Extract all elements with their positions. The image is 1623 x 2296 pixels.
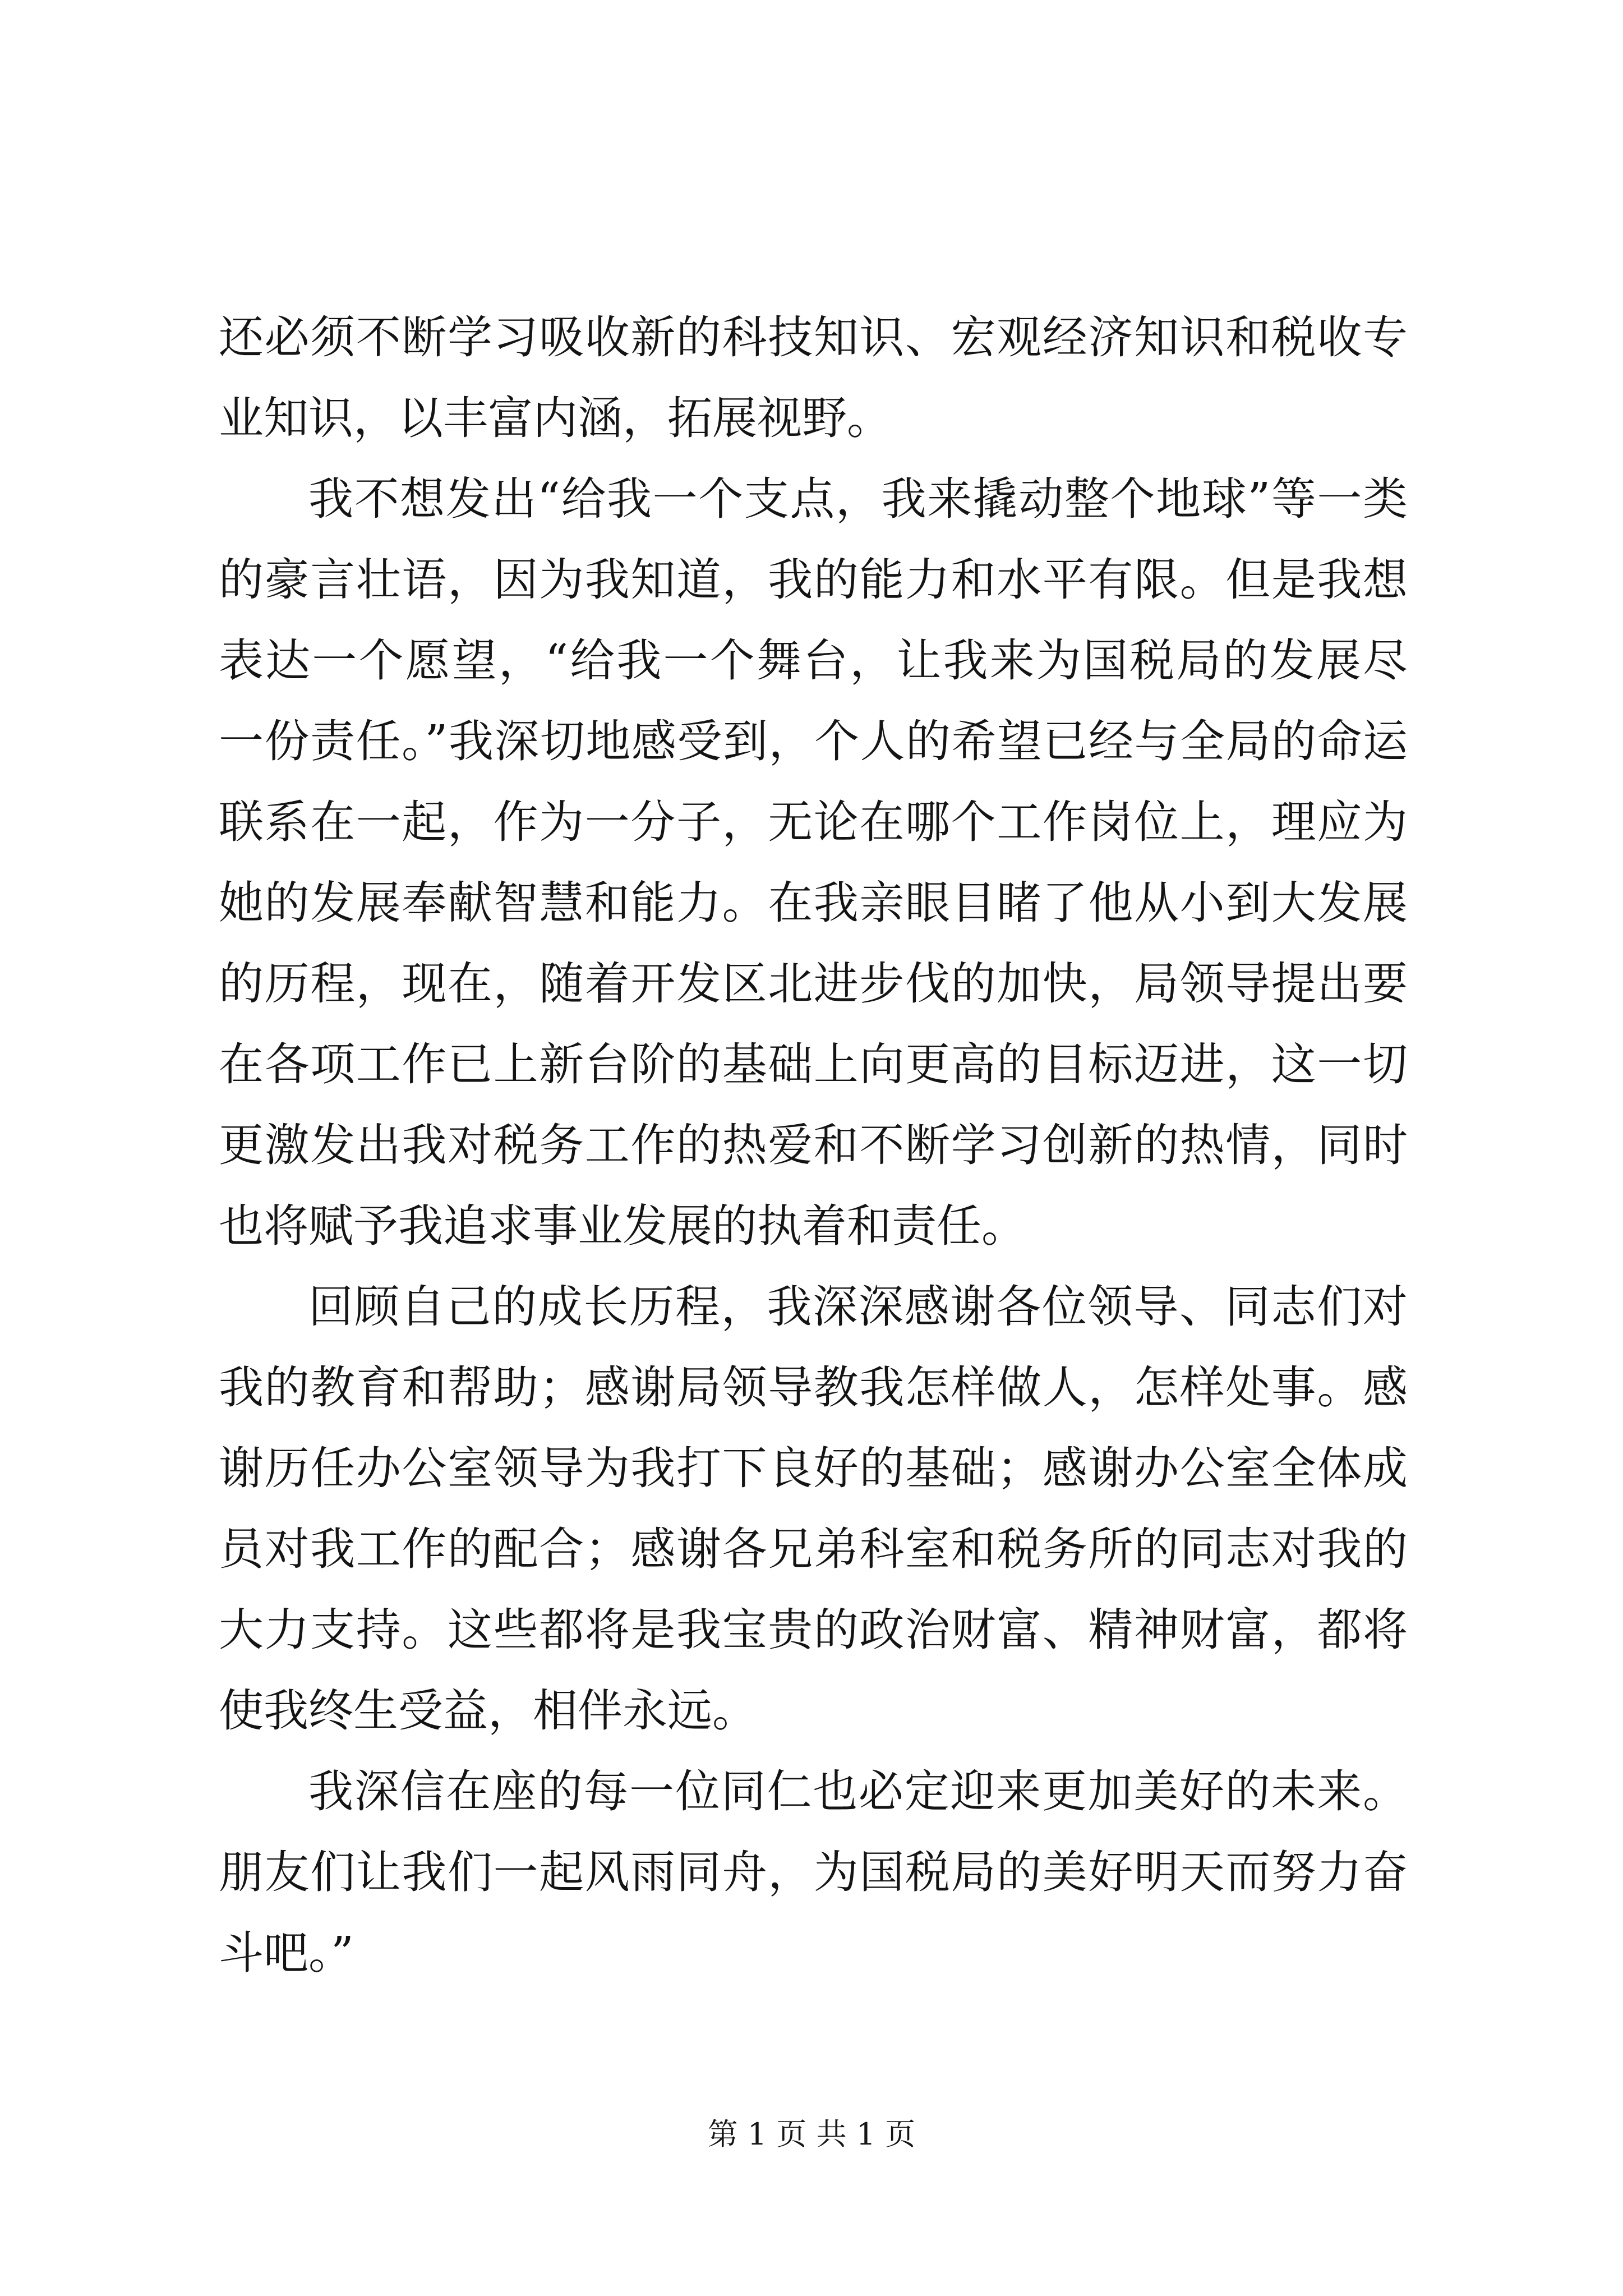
paragraph: 我深信在座的每一位同仁也必定迎来更加美好的未来。朋友们让我们一起风雨同舟，为国税局的美好明天而努力奋斗吧。”: [219, 1765, 1408, 1979]
paragraph: 我不想发出“给我一个支点，我来撬动整个地球”等一类的豪言壮语，因为我知道，我的能力和水平有限。但是我想表达一个愿望，“给我一个舞台，让我来为国税局的发展尽一份责任。”我深切地感受到，个人的希望已经与全局的命运联系在一起，作为一分子，无论在哪个工作岗位上，理应为她的发展奉献智慧和能力。在我亲眼目睹了他从小到大发展的历程，现在，随着开发区北进步伐的加快，局领导提出要在各项工作已上新台阶的基础上向更高的目标迈进，这一切更激发出我对税务工作的热爱和不断学习创新的热情，同时也将赋予我追求事业发展的执着和责任。: [219, 473, 1408, 1252]
paragraph: 回顾自己的成长历程，我深深感谢各位领导、同志们对我的教育和帮助；感谢局领导教我怎样做人，怎样处事。感谢历任办公室领导为我打下良好的基础；感谢办公室全体成员对我工作的配合；感谢各兄弟科室和税务所的同志对我的大力支持。这些都将是我宝贵的政治财富、精神财富，都将使我终生受益，相伴永远。: [219, 1281, 1408, 1737]
paragraph-continuation: 还必须不断学习吸收新的科技知识、宏观经济知识和税收专业知识，以丰富内涵，拓展视野。: [219, 311, 1408, 444]
page-number-footer: 第 1 页 共 1 页: [707, 2116, 916, 2152]
document-body: [219, 297, 1408, 1994]
